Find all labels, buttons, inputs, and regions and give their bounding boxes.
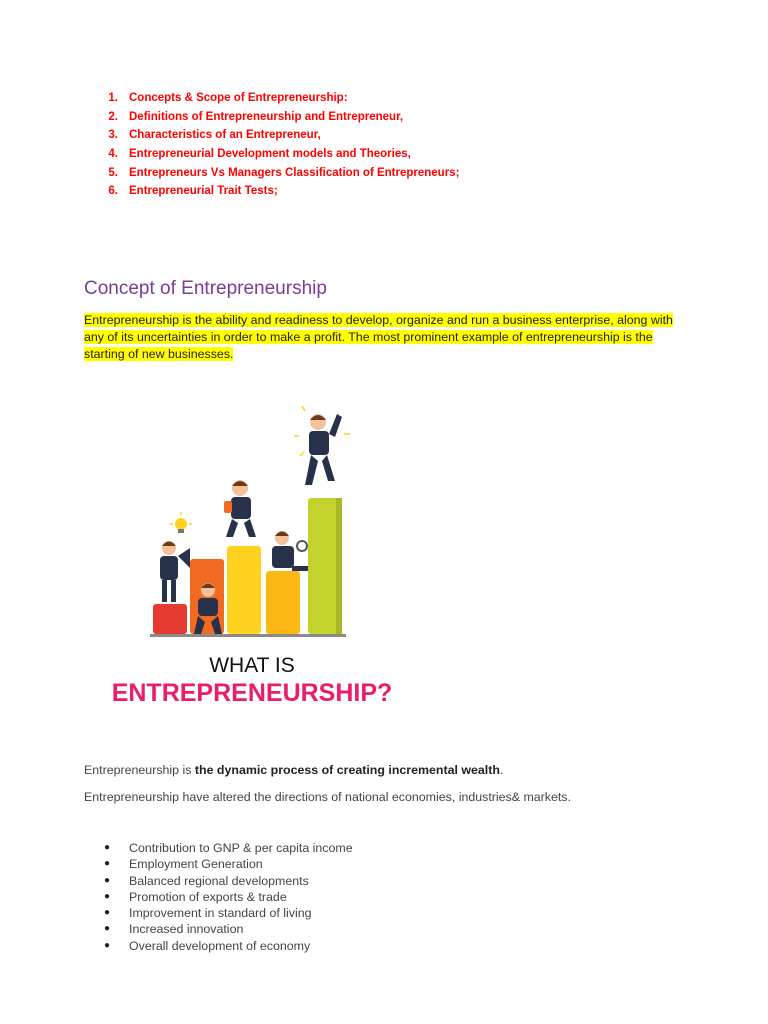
businessman-with-megaphone-icon <box>160 541 190 602</box>
businessman-jumping-icon <box>224 480 256 537</box>
businessman-with-magnifier-icon <box>272 531 308 571</box>
bar-red <box>153 604 187 634</box>
businessman-celebrating-icon <box>294 406 350 485</box>
bullet-icon: ● <box>104 858 111 870</box>
bar-amber <box>266 571 300 634</box>
definition-paragraph <box>84 312 694 363</box>
chart-baseline <box>150 634 346 637</box>
bullet-icon: ● <box>104 842 111 853</box>
illustration-caption-line2: ENTREPRENEURSHIP? <box>111 679 393 707</box>
section-heading: Concept of Entrepreneurship <box>84 278 327 299</box>
highlighted-definition: Entrepreneurship is the ability and readiness to develop, organize and run a business enterprise, along with any of its uncertainties in order to make a profit. The most prominent example of entrepreneurship is the starting of new businesses. <box>84 313 673 361</box>
sentence-bold: the dynamic process of creating incremental wealth <box>194 763 500 777</box>
bullet-icon: ● <box>104 890 111 902</box>
bullet-icon: ● <box>104 874 111 886</box>
definition-sentence <box>84 763 503 777</box>
bar-yellow <box>227 546 261 634</box>
bullet-icon: ● <box>104 907 111 919</box>
bullet-icon: ● <box>104 939 111 951</box>
impact-sentence: Entrepreneurship have altered the directions of national economies, industries& markets. <box>84 790 571 804</box>
what-is-entrepreneurship-illustration <box>106 396 406 716</box>
lightbulb-icon <box>170 512 192 533</box>
sentence-suffix: . <box>499 763 504 777</box>
bullet-icon: ● <box>104 923 111 935</box>
illustration-caption-line1: WHAT IS <box>209 654 295 677</box>
sentence-prefix: Entrepreneurship is <box>84 763 195 777</box>
